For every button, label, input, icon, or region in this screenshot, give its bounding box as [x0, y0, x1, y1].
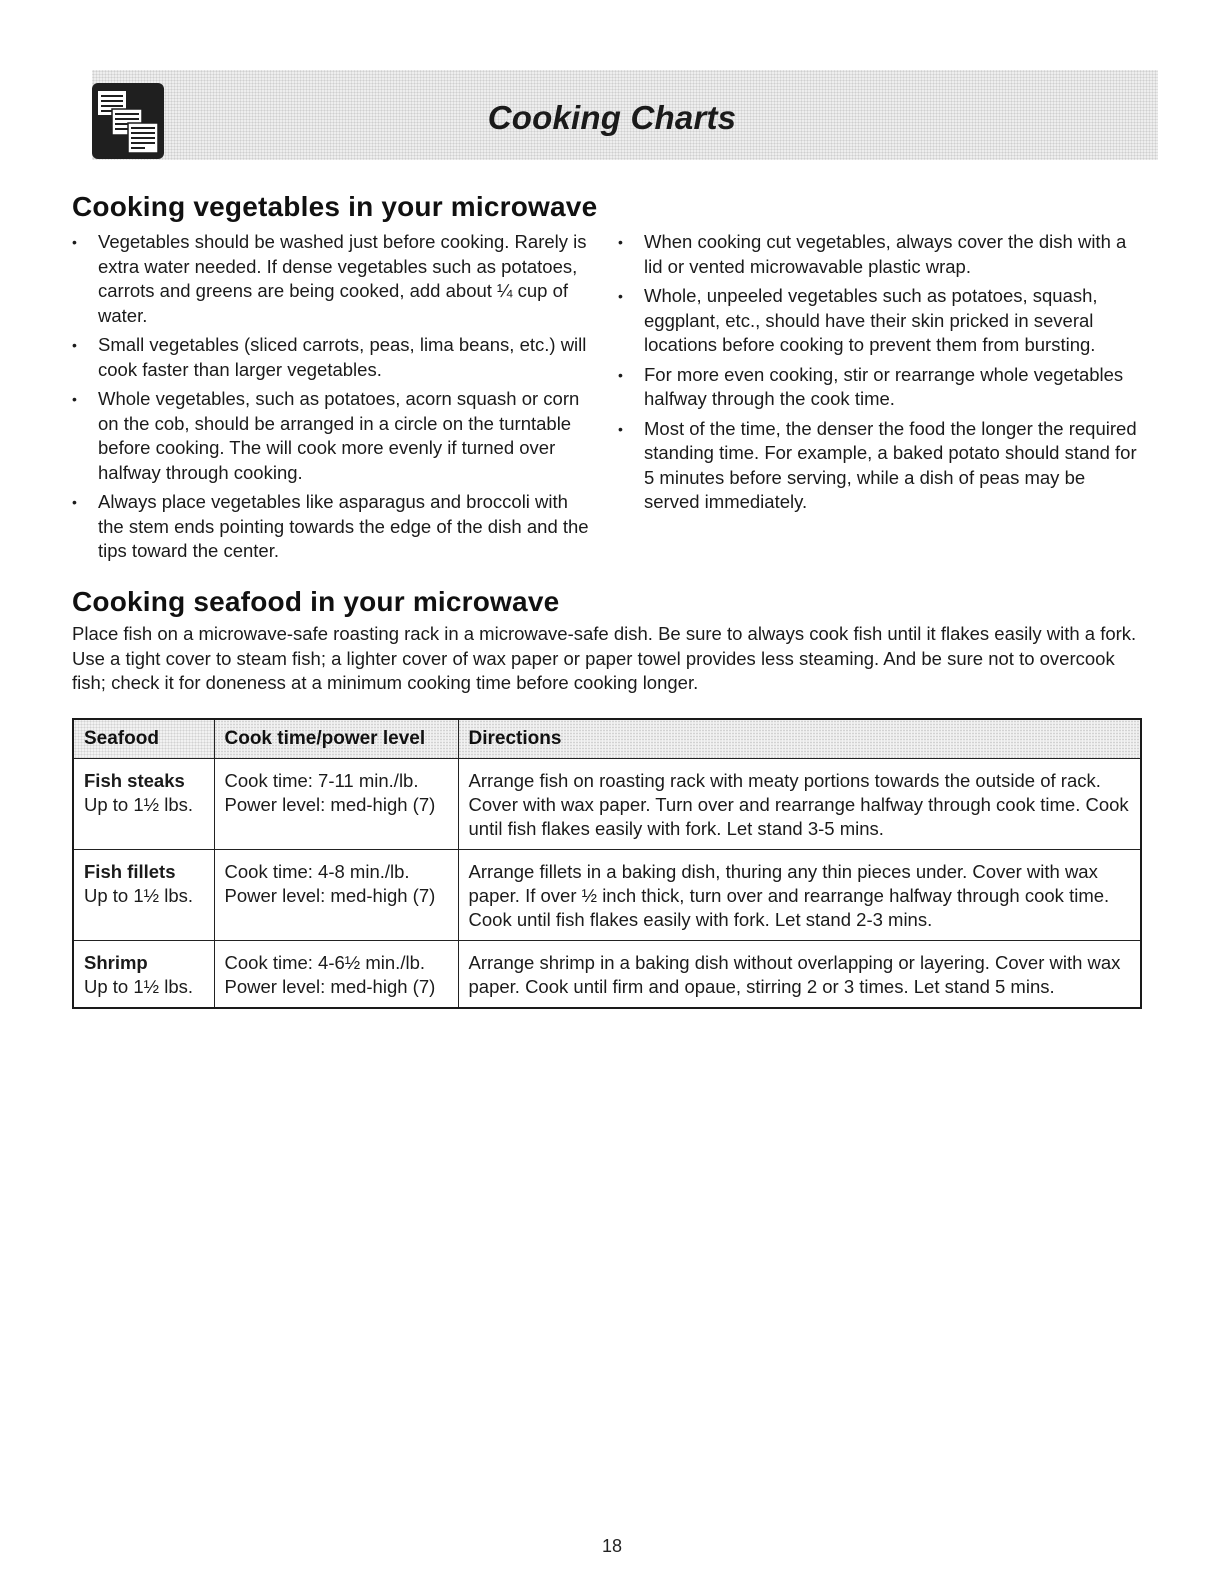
directions-cell: Arrange shrimp in a baking dish without overlapping or layering. Cover with wax paper. Cook until firm and opaue, stirring 2 or 3 times. Let stand 5 mins. — [468, 952, 1121, 997]
cook-time-cell — [214, 850, 458, 941]
seafood-amount: Up to 1½ lbs. — [84, 976, 194, 997]
cook-time: Cook time: 7-11 min./lb. — [224, 770, 419, 791]
list-item-text: Vegetables should be washed just before cooking. Rarely is extra water needed. If dense vegetables such as potatoes, carrots and greens are being cooked, add about ¼ cup of water. — [98, 231, 587, 326]
list-item — [618, 230, 1144, 279]
seafood-cell — [73, 850, 214, 941]
table-row — [73, 941, 1141, 1009]
list-item — [72, 490, 592, 564]
seafood-heading: Cooking seafood in your microwave — [72, 586, 560, 617]
bullet-icon: • — [72, 494, 77, 510]
column-header-seafood: Seafood — [73, 719, 214, 759]
list-item-text: Whole, unpeeled vegetables such as potatoes, squash, eggplant, etc., should have their skin pricked in several locations before cooking to prevent them from bursting. — [644, 285, 1098, 355]
list-item-text: Always place vegetables like asparagus and broccoli with the stem ends pointing towards the edge of the dish and the tips toward the center. — [98, 491, 589, 561]
table-row — [73, 850, 1141, 941]
bullet-icon: • — [618, 288, 623, 304]
list-item-text: When cooking cut vegetables, always cover the dish with a lid or vented microwavable plastic wrap. — [644, 231, 1127, 277]
table-row — [73, 759, 1141, 850]
bullet-icon: • — [618, 234, 623, 250]
bullet-icon: • — [618, 366, 623, 383]
vegetables-heading: Cooking vegetables in your microwave — [72, 191, 598, 222]
column-header-cook-time: Cook time/power level — [214, 719, 458, 759]
seafood-name: Shrimp — [84, 952, 148, 973]
bullet-icon: • — [72, 234, 77, 250]
list-item-text: Most of the time, the denser the food the longer the required standing time. For example, a baked potato should stand for 5 minutes before serving, while a dish of peas may be served immediately. — [644, 417, 1137, 512]
list-item — [72, 387, 592, 485]
seafood-amount: Up to 1½ lbs. — [84, 794, 194, 815]
cook-time: Cook time: 4-8 min./lb. — [224, 861, 410, 882]
list-item — [618, 363, 1144, 412]
column-header-directions: Directions — [458, 719, 1141, 759]
bullet-icon: • — [72, 337, 77, 353]
directions-cell: Arrange fish on roasting rack with meaty portions towards the outside of rack. Cover with wax paper. Turn over and rearrange halfway through cook time. Cook until fish flakes easily with fork. Let stand 3-5 mins. — [458, 759, 1141, 850]
bullet-icon: • — [72, 391, 77, 407]
power-level: Power level: med-high (7) — [224, 885, 436, 906]
list-item-text: Whole vegetables, such as potatoes, acorn squash or corn on the cob, should be arranged in a circle on the turntable before cooking. The will cook more evenly if turned over halfway through cooking. — [98, 388, 580, 483]
directions-cell: Arrange fillets in a baking dish, thuring any thin pieces under. Cover with wax paper. If over ½ inch thick, turn over and rearrange halfway through cook time. Cook until fish flakes easily with fork. Let stand 2-3 mins. — [458, 850, 1141, 941]
vegetables-left-list — [72, 230, 592, 569]
cook-time-cell — [214, 759, 458, 850]
list-item — [618, 284, 1144, 358]
seafood-name: Fish fillets — [84, 861, 176, 882]
list-item — [618, 417, 1144, 515]
list-item — [72, 333, 592, 382]
list-item-text: Small vegetables (sliced carrots, peas, lima beans, etc.) will cook faster than larger vegetables. — [98, 334, 587, 380]
page-title: Cooking Charts — [487, 99, 737, 136]
table-header-row — [73, 719, 1141, 759]
list-item-text: For more even cooking, stir or rearrange whole vegetables halfway through the cook time. — [644, 363, 1124, 409]
cook-time: Cook time: 4-6½ min./lb. — [224, 952, 425, 973]
seafood-cell — [73, 941, 214, 1009]
seafood-name: Fish steaks — [84, 770, 185, 791]
seafood-cell — [73, 759, 214, 850]
vegetables-right-list — [618, 230, 1144, 520]
cook-time-cell — [214, 941, 458, 1009]
list-item — [72, 230, 592, 328]
seafood-amount: Up to 1½ lbs. — [84, 885, 194, 906]
page-number: 18 — [601, 1536, 623, 1556]
power-level: Power level: med-high (7) — [224, 794, 436, 815]
power-level: Power level: med-high (7) — [224, 976, 436, 997]
seafood-table — [72, 718, 1142, 1009]
seafood-intro: Place fish on a microwave-safe roasting rack in a microwave-safe dish. Be sure to always cook fish until it flakes easily with a fork. Use a tight cover to steam fish; a lighter cover of wax paper or paper towel provides less steaming. And be sure not to overcook fish; check it for doneness at a minimum cooking time before cooking longer. — [72, 623, 1137, 693]
bullet-icon: • — [618, 420, 623, 437]
